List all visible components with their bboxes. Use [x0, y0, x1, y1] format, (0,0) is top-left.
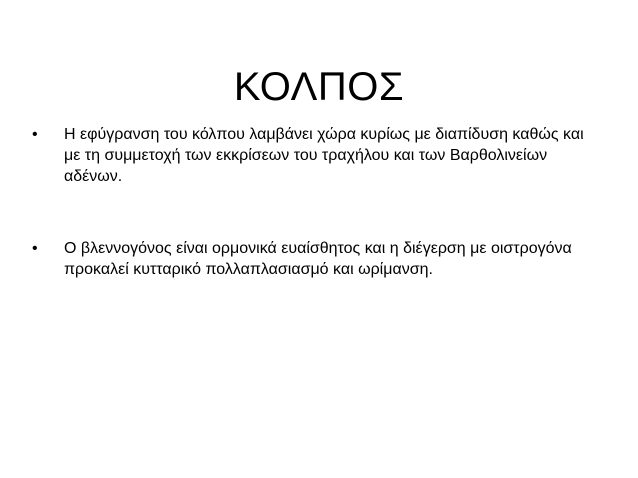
bullet-marker: • — [32, 240, 38, 257]
bullet-list — [30, 124, 590, 280]
slide-title: ΚΟΛΠΟΣ — [233, 64, 405, 109]
bullet-item — [30, 124, 590, 187]
bullet-text: Ο βλεννογόνος είναι ορμονικά ευαίσθητος και η διέγερση με οιστρογόνα προκαλεί κυτταρικό πολλαπλασιασμό και ωρίμανση. — [64, 240, 572, 278]
bullet-item — [30, 238, 590, 280]
bullet-marker: • — [32, 126, 38, 143]
bullet-text: Η εφύγρανση του κόλπου λαμβάνει χώρα κυρίως με διαπίδυση καθώς και με τη συμμετοχή των εκκρίσεων του τραχήλου και των Βαρθολινείων αδένων. — [64, 126, 584, 185]
